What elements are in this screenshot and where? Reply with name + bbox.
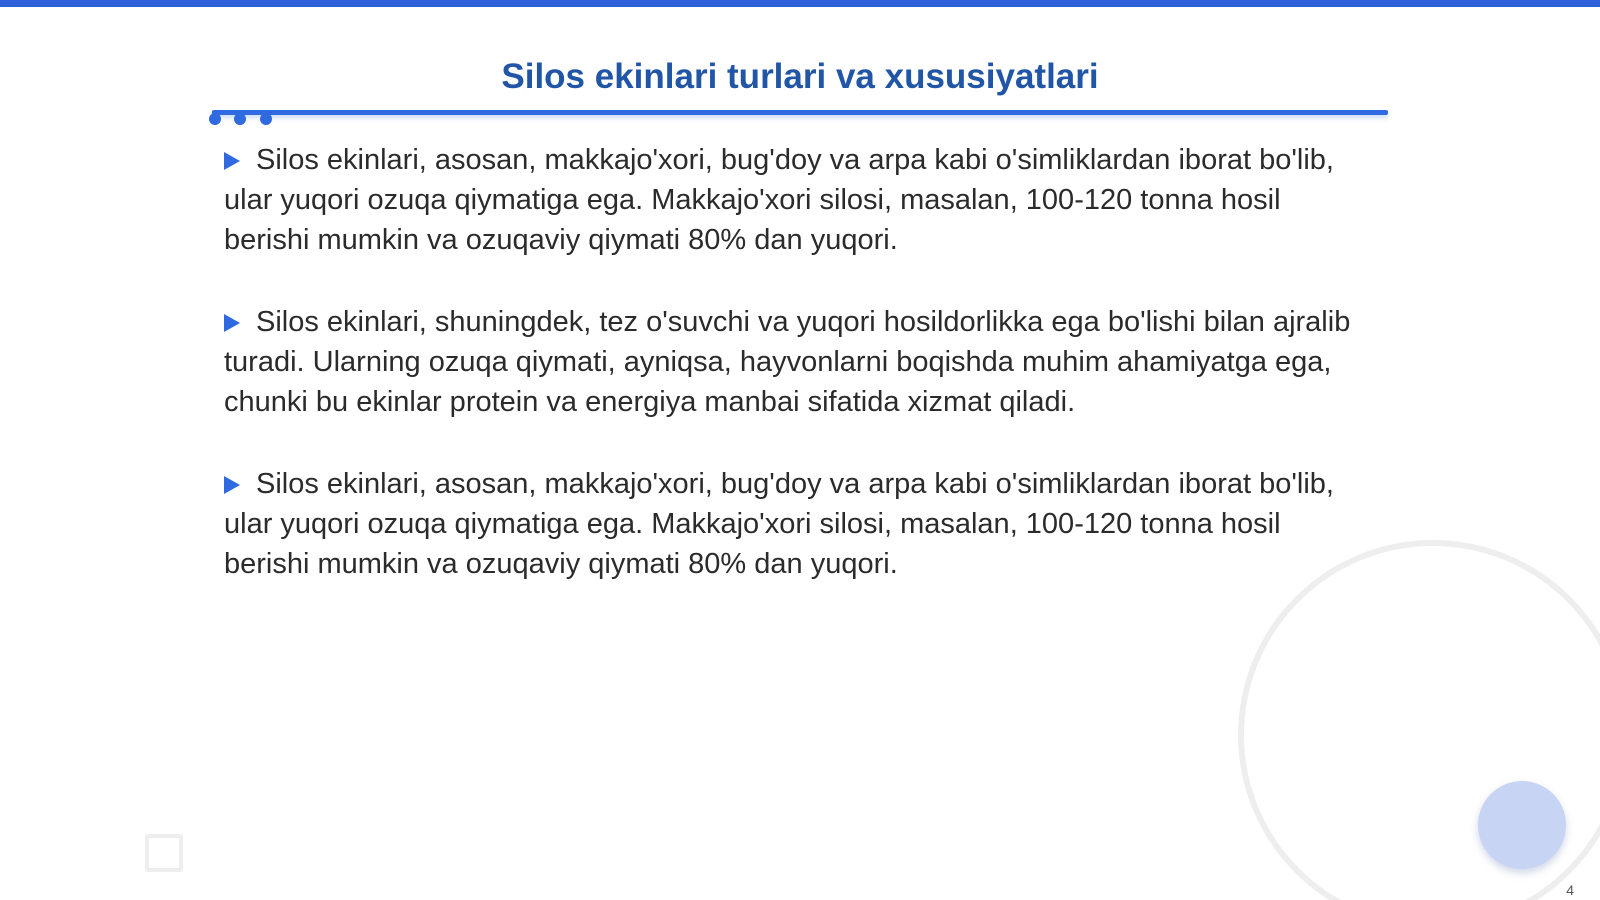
decorative-square — [145, 834, 183, 872]
triangle-right-icon — [224, 152, 240, 170]
triangle-right-icon — [224, 476, 240, 494]
decorative-dot — [260, 113, 272, 125]
decorative-dot — [209, 113, 221, 125]
slide-title: Silos ekinlari turlari va xususiyatlari — [501, 57, 1099, 96]
bullet-text: Silos ekinlari, asosan, makkajo'xori, bug'doy va arpa kabi o'simliklardan iborat bo'lib, ular yuqori ozuqa qiymatiga ega. Makkajo'xori silosi, masalan, 100-120 tonna hosil berishi mumkin va ozuqaviy qiymati 80% dan yuqori. — [224, 468, 1334, 580]
top-accent-bar — [0, 0, 1600, 7]
bullet-item — [224, 140, 1374, 260]
bullet-list — [224, 140, 1374, 626]
slide-number: 4 — [1566, 882, 1574, 898]
bullet-item — [224, 464, 1374, 584]
bullet-text: Silos ekinlari, shuningdek, tez o'suvchi va yuqori hosildorlikka ega bo'lishi bilan ajralib turadi. Ularning ozuqa qiymati, ayniqsa, hayvonlarni boqishda muhim ahamiyatga ega, chunki bu ekinlar protein va energiya manbai sifatida xizmat qiladi. — [224, 306, 1351, 418]
bullet-text: Silos ekinlari, asosan, makkajo'xori, bug'doy va arpa kabi o'simliklardan iborat bo'lib, ular yuqori ozuqa qiymatiga ega. Makkajo'xori silosi, masalan, 100-120 tonna hosil berishi mumkin va ozuqaviy qiymati 80% dan yuqori. — [224, 144, 1334, 256]
triangle-right-icon — [224, 314, 240, 332]
decorative-dot — [234, 113, 246, 125]
decorative-circle — [1478, 781, 1566, 869]
bullet-item — [224, 302, 1374, 422]
title-underline — [212, 110, 1388, 115]
